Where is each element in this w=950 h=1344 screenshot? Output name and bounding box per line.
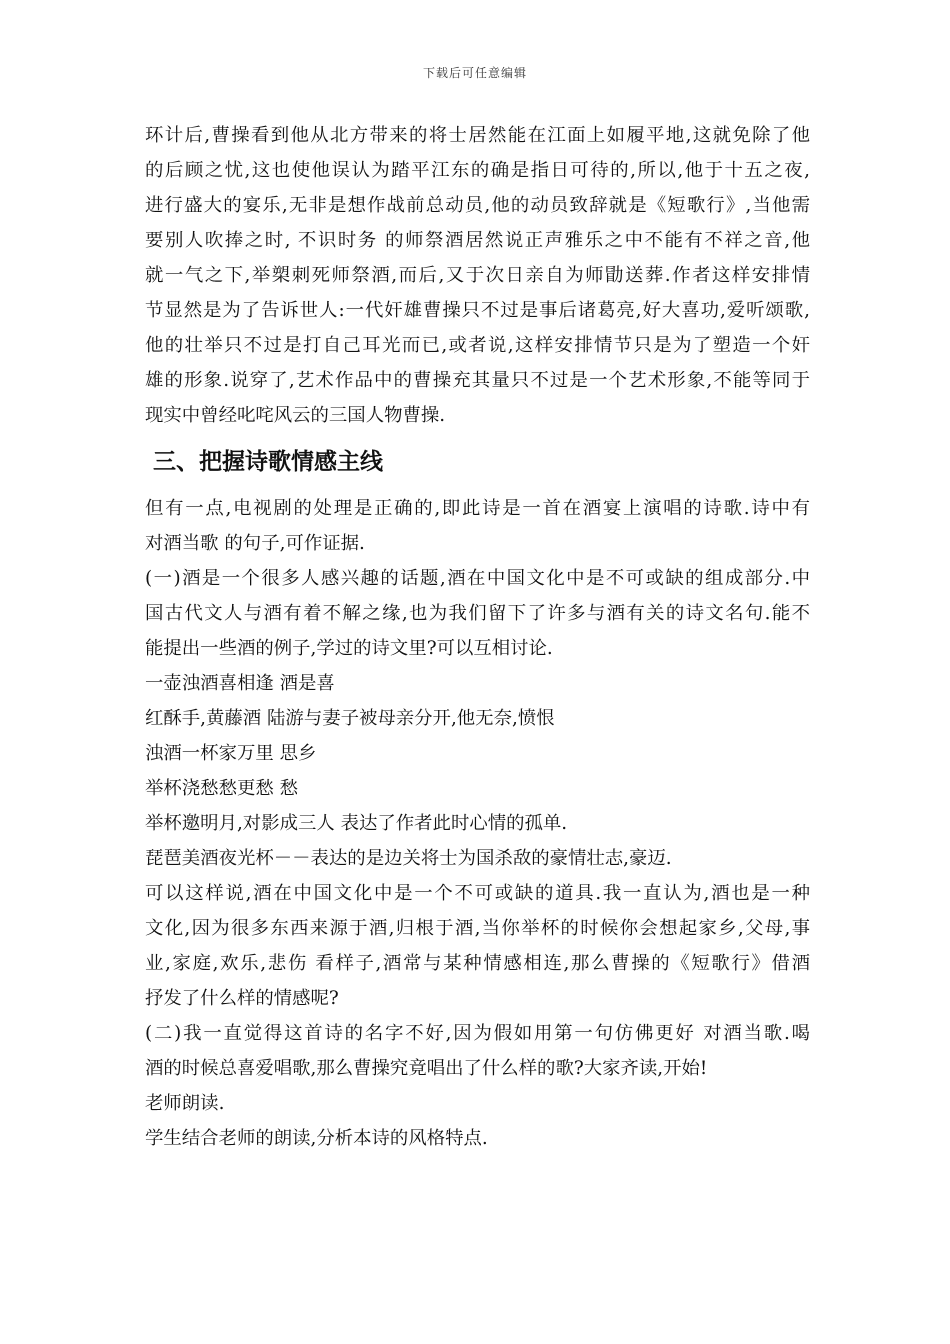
list-item: 举杯浇愁愁更愁 愁: [145, 778, 298, 799]
text-line: 老师朗读.: [145, 1093, 225, 1114]
text-line: 现实中曾经叱咤风云的三国人物曹操.: [145, 405, 446, 426]
text-line: 国古代文人与酒有着不解之缘,也为我们留下了许多与酒有关的诗文名句.能不: [145, 603, 810, 624]
text-line: 要别人吹捧之时, 不识时务 的师祭酒居然说正声雅乐之中不能有不祥之音,他: [145, 230, 810, 251]
paragraph-tv-drama: [145, 491, 810, 561]
text-line: (一)酒是一个很多人感兴趣的话题,酒在中国文化中是不可或缺的组成部分.中: [145, 568, 810, 589]
list-item: 红酥手,黄藤酒 陆游与妻子被母亲分开,他无奈,愤恨: [145, 708, 555, 729]
text-line: 雄的形象.说穿了,艺术作品中的曹操充其量只不过是一个艺术形象,不能等同于: [145, 370, 810, 391]
page-header: 下载后可任意编辑: [422, 66, 527, 80]
section-heading: 三、把握诗歌情感主线: [153, 449, 383, 475]
text-line: 对酒当歌 的句子,可作证据.: [145, 533, 365, 554]
list-item: 举杯邀明月,对影成三人 表达了作者此时心情的孤单.: [145, 813, 568, 834]
text-line: 他的壮举只不过是打自己耳光而已,或者说,这样安排情节只是为了塑造一个奸: [145, 335, 810, 356]
paragraph-caocao-analysis: [145, 118, 810, 433]
paragraph-wine-as-prop: [145, 876, 810, 1016]
paragraph-wine-culture: [145, 561, 810, 666]
list-item: 一壶浊酒喜相逢 酒是喜: [145, 673, 335, 694]
text-line: 文化,因为很多东西来源于酒,归根于酒,当你举杯的时候你会想起家乡,父母,事: [145, 918, 810, 939]
text-line: 的后顾之忧,这也使他误认为踏平江东的确是指日可待的,所以,他于十五之夜,: [145, 160, 810, 181]
text-line: 抒发了什么样的情感呢?: [145, 988, 339, 1009]
list-item: 浊酒一杯家万里 思乡: [145, 743, 317, 764]
text-line: 学生结合老师的朗读,分析本诗的风格特点.: [145, 1128, 488, 1149]
text-line: 节显然是为了告诉世人:一代奸雄曹操只不过是事后诸葛亮,好大喜功,爱听颂歌,: [145, 300, 810, 321]
text-line: 环计后,曹操看到他从北方带来的将士居然能在江面上如履平地,这就免除了他: [145, 125, 810, 146]
text-line: (二)我一直觉得这首诗的名字不好,因为假如用第一句仿佛更好 对酒当歌.喝: [145, 1023, 810, 1044]
text-line: 酒的时候总喜爱唱歌,那么曹操究竟唱出了什么样的歌?大家齐读,开始!: [145, 1058, 708, 1079]
text-line: 能提出一些酒的例子,学过的诗文里?可以互相讨论.: [145, 638, 553, 659]
list-item: 琵琶美酒夜光杯－－表达的是边关将士为国杀敌的豪情壮志,豪迈.: [145, 848, 672, 869]
text-line: 业,家庭,欢乐,悲伤 看样子,酒常与某种情感相连,那么曹操的《短歌行》借酒: [145, 953, 810, 974]
text-line: 进行盛大的宴乐,无非是想作战前总动员,他的动员致辞就是《短歌行》,当他需: [145, 195, 810, 216]
text-line: 就一气之下,举槊刺死师祭酒,而后,又于次日亲自为师勖送葬.作者这样安排情: [145, 265, 810, 286]
text-line: 可以这样说,酒在中国文化中是一个不可或缺的道具.我一直认为,酒也是一种: [145, 883, 810, 904]
paragraph-poem-title: [145, 1016, 810, 1086]
text-line: 但有一点,电视剧的处理是正确的,即此诗是一首在酒宴上演唱的诗歌.诗中有: [145, 498, 810, 519]
document-body: [145, 118, 810, 1156]
paragraph-reading-activity: [145, 1086, 810, 1156]
wine-examples-list: [145, 666, 810, 876]
